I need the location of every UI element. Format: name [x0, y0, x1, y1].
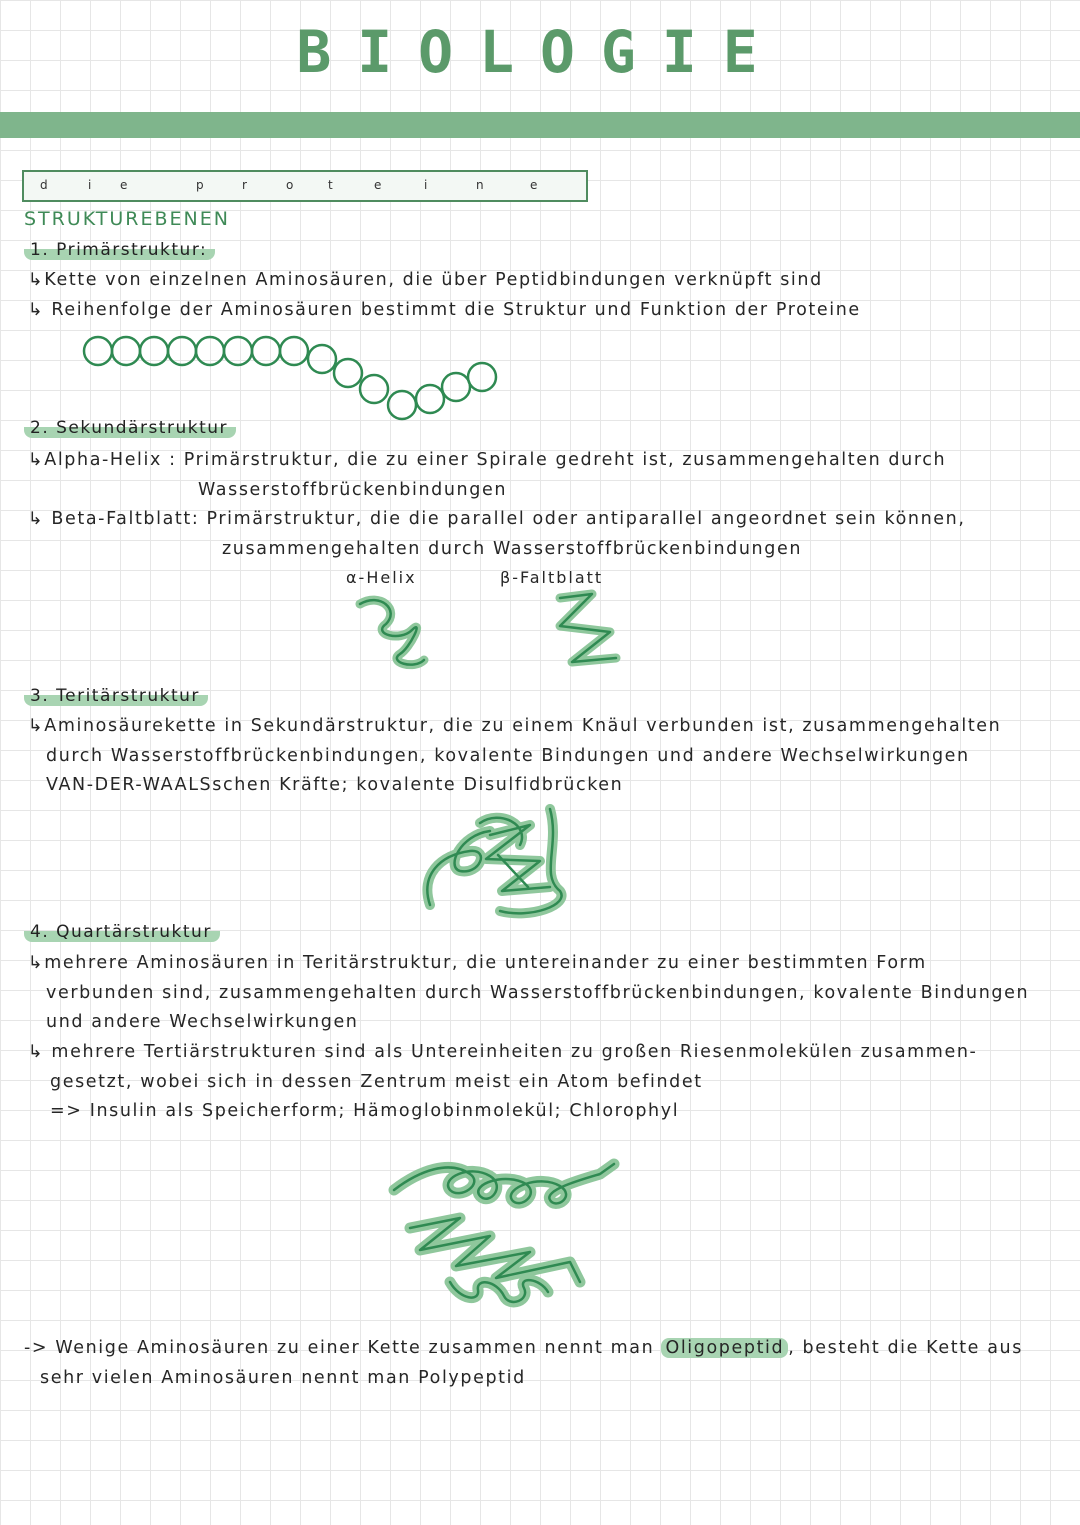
topic-letter: i	[424, 178, 428, 192]
topic-letter: o	[286, 178, 294, 192]
footer-line-2: sehr vielen Aminosäuren nennt man Polypeptid	[40, 1368, 526, 1388]
topic-letter: t	[328, 178, 333, 192]
topic-letter: d	[40, 178, 48, 192]
secondary-line-3: ↳ Beta-Faltblatt: Primärstruktur, die die parallel oder antiparallel angeordnet sein können,	[28, 509, 966, 529]
quaternary-structure-drawing	[380, 1150, 640, 1320]
topic-letter: r	[242, 178, 247, 192]
alpha-helix-drawing	[340, 590, 460, 680]
quaternary-line-3: und andere Wechselwirkungen	[46, 1012, 359, 1032]
alpha-helix-label: α-Helix	[346, 568, 417, 587]
secondary-line-4: zusammengehalten durch Wasserstoffbrückenbindungen	[222, 539, 803, 559]
footer-line-1	[24, 1338, 1023, 1358]
tertiary-title: 3. Teritärstruktur	[24, 686, 208, 706]
tertiary-line-3: VAN-DER-WAALSschen Kräfte; kovalente Disulfidbrücken	[46, 775, 624, 795]
footer-text-end: , besteht die Kette aus	[788, 1338, 1023, 1358]
page-title: BIOLOGIE	[296, 18, 784, 86]
quaternary-line-6: => Insulin als Speicherform; Hämoglobinmolekül; Chlorophyl	[50, 1101, 680, 1121]
topic-letter: i	[88, 178, 92, 192]
topic-letter: n	[476, 178, 484, 192]
secondary-line-2: Wasserstoffbrückenbindungen	[198, 480, 508, 500]
topic-letter: e	[120, 178, 128, 192]
tertiary-line-2: durch Wasserstoffbrückenbindungen, kovalente Bindungen und andere Wechselwirkungen	[46, 746, 970, 766]
quaternary-title: 4. Quartärstruktur	[24, 922, 220, 942]
primary-line-1: ↳Kette von einzelnen Aminosäuren, die über Peptidbindungen verknüpft sind	[28, 270, 823, 290]
topic-box	[22, 170, 588, 202]
primary-structure-chain	[70, 325, 510, 425]
header-band	[0, 112, 1080, 138]
quaternary-line-1: ↳mehrere Aminosäuren in Teritärstruktur, die untereinander zu einer bestimmten Form	[28, 953, 927, 973]
beta-sheet-label: β-Faltblatt	[500, 568, 604, 587]
secondary-line-1: ↳Alpha-Helix : Primärstruktur, die zu einer Spirale gedreht ist, zusammengehalten durch	[28, 450, 947, 470]
tertiary-line-1: ↳Aminosäurekette in Sekundärstruktur, die zu einem Knäul verbunden ist, zusammengehalten	[28, 716, 1002, 736]
quaternary-line-2: verbunden sind, zusammengehalten durch Wasserstoffbrückenbindungen, kovalente Bindungen	[46, 983, 1030, 1003]
topic-letter: e	[374, 178, 382, 192]
topic-letter: p	[196, 178, 204, 192]
topic-letter: e	[530, 178, 538, 192]
primary-title: 1. Primärstruktur:	[24, 240, 215, 260]
secondary-title: 2. Sekundärstruktur	[24, 418, 236, 438]
quaternary-line-5: gesetzt, wobei sich in dessen Zentrum meist ein Atom befindet	[50, 1072, 703, 1092]
primary-line-2: ↳ Reihenfolge der Aminosäuren bestimmt die Struktur und Funktion der Proteine	[28, 300, 861, 320]
beta-sheet-drawing	[540, 588, 640, 678]
footer-text-start: -> Wenige Aminosäuren zu einer Kette zusammen nennt man	[24, 1338, 655, 1358]
oligopeptide-highlight: Oligopeptid	[661, 1338, 788, 1358]
section-heading: STRUKTUREBENEN	[24, 208, 230, 230]
tertiary-structure-drawing	[410, 795, 590, 925]
quaternary-line-4: ↳ mehrere Tertiärstrukturen sind als Untereinheiten zu großen Riesenmolekülen zusammen-	[28, 1042, 978, 1062]
